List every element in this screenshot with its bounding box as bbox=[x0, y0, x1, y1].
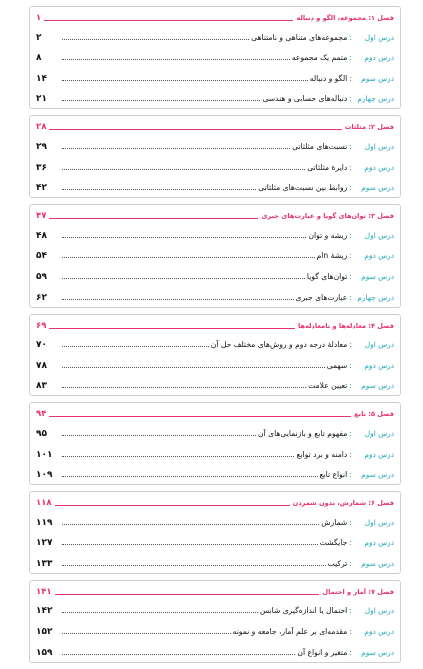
lesson-row bbox=[36, 509, 394, 530]
chapter-header bbox=[36, 116, 394, 133]
lesson-title: دامنه و برد توابع bbox=[296, 449, 348, 459]
lesson-label: درس سوم bbox=[361, 558, 394, 568]
lesson-page: ۱۲۷ bbox=[36, 538, 53, 549]
chapter-6 bbox=[29, 491, 401, 574]
lesson-label: درس سوم bbox=[361, 381, 394, 391]
lesson-label: درس اول bbox=[364, 32, 394, 42]
chapter-title: فصل ۶: شمارش، بدون شمردن bbox=[292, 499, 394, 508]
lesson-title: انواع تابع bbox=[319, 470, 348, 480]
lesson-title: شمارش bbox=[321, 517, 348, 527]
lesson-separator: : bbox=[349, 73, 352, 83]
dot-leader bbox=[62, 544, 318, 545]
lesson-page: ۸ bbox=[36, 53, 42, 64]
lesson-row bbox=[36, 550, 394, 571]
lesson-row bbox=[36, 86, 394, 107]
lesson-row bbox=[36, 530, 394, 551]
chapter-rule bbox=[49, 218, 258, 219]
lesson-title: عبارت‌های جبری bbox=[295, 292, 348, 302]
chapter-rule bbox=[49, 416, 351, 417]
table-of-contents bbox=[29, 6, 401, 669]
lesson-title: ریشهٔ nام bbox=[316, 251, 348, 261]
lesson-page: ۱۵۲ bbox=[36, 627, 53, 638]
lesson-row bbox=[36, 441, 394, 462]
lesson-title: ریشه و توان bbox=[308, 230, 348, 240]
lesson-separator: : bbox=[349, 360, 352, 370]
dot-leader bbox=[62, 346, 209, 347]
chapter-page: ۱ bbox=[36, 13, 42, 23]
lesson-page: ۴۲ bbox=[36, 183, 47, 194]
lesson-page: ۷۸ bbox=[36, 360, 47, 371]
dot-leader bbox=[62, 565, 326, 566]
lesson-title: مفهوم تابع و بازنمایی‌های آن bbox=[258, 428, 348, 438]
lesson-title: توان‌های گویا bbox=[306, 271, 348, 281]
lesson-separator: : bbox=[349, 470, 352, 480]
chapter-2 bbox=[29, 115, 401, 198]
lesson-page: ۱۱۹ bbox=[36, 517, 53, 528]
chapter-header bbox=[36, 205, 394, 222]
dot-leader bbox=[62, 39, 249, 40]
lesson-separator: : bbox=[349, 251, 352, 261]
lesson-page: ۵۴ bbox=[36, 251, 47, 262]
lesson-row bbox=[36, 284, 394, 305]
lesson-label: درس دوم bbox=[364, 53, 394, 63]
lesson-row bbox=[36, 420, 394, 441]
lesson-separator: : bbox=[349, 647, 352, 657]
lesson-row bbox=[36, 598, 394, 619]
lesson-row bbox=[36, 243, 394, 264]
lesson-separator: : bbox=[349, 271, 352, 281]
chapter-4 bbox=[29, 314, 401, 397]
lesson-row bbox=[36, 618, 394, 639]
chapter-header bbox=[36, 492, 394, 509]
lesson-title: متغیر و انواع آن bbox=[297, 647, 348, 657]
dot-leader bbox=[62, 148, 290, 149]
lesson-label: درس سوم bbox=[361, 183, 394, 193]
chapter-1 bbox=[29, 6, 401, 109]
lesson-title: تعیین علامت bbox=[308, 381, 348, 391]
lesson-row bbox=[36, 24, 394, 45]
dot-leader bbox=[62, 100, 260, 101]
lesson-separator: : bbox=[349, 449, 352, 459]
dot-leader bbox=[62, 367, 325, 368]
lesson-separator: : bbox=[349, 292, 352, 302]
lesson-title: الگو و دنباله bbox=[309, 73, 348, 83]
lesson-separator: : bbox=[349, 538, 352, 548]
lesson-label: درس دوم bbox=[364, 449, 394, 459]
lesson-separator: : bbox=[349, 94, 352, 104]
lesson-row bbox=[36, 175, 394, 196]
lesson-title: ترکیب bbox=[327, 558, 348, 568]
lesson-label: درس سوم bbox=[361, 647, 394, 657]
lesson-separator: : bbox=[349, 606, 352, 616]
lesson-page: ۱۴۲ bbox=[36, 606, 53, 617]
lesson-title: سهمی bbox=[326, 360, 348, 370]
chapter-page: ۲۸ bbox=[36, 122, 47, 133]
lesson-page: ۱۰۱ bbox=[36, 449, 53, 460]
lesson-separator: : bbox=[349, 53, 352, 63]
lesson-label: درس دوم bbox=[364, 251, 394, 261]
lesson-title: مقدمه‌ای بر علم آمار، جامعه و نمونه bbox=[232, 627, 348, 637]
dot-leader bbox=[62, 59, 290, 60]
dot-leader bbox=[62, 612, 258, 613]
dot-leader bbox=[62, 278, 305, 279]
chapter-rule bbox=[49, 328, 295, 329]
chapter-header bbox=[36, 581, 394, 598]
lesson-separator: : bbox=[349, 141, 352, 151]
chapter-header bbox=[36, 403, 394, 420]
lesson-label: درس دوم bbox=[364, 360, 394, 370]
lesson-title: مجموعه‌های متناهی و نامتناهی bbox=[251, 32, 348, 42]
lesson-page: ۶۲ bbox=[36, 292, 47, 303]
chapter-title: فصل ۳: توان‌های گویا و عبارت‌های جبری bbox=[261, 212, 394, 221]
dot-leader bbox=[62, 654, 295, 655]
lesson-title: روابط بین نسبت‌های مثلثاتی bbox=[258, 183, 348, 193]
lesson-title: نسبت‌های مثلثاتی bbox=[292, 141, 348, 151]
lesson-label: درس چهارم bbox=[357, 292, 394, 302]
lesson-page: ۲ bbox=[36, 32, 42, 43]
chapter-title: فصل ۲: مثلثات bbox=[344, 123, 394, 132]
lesson-page: ۵۹ bbox=[36, 271, 47, 282]
lesson-label: درس دوم bbox=[364, 627, 394, 637]
lesson-label: درس اول bbox=[364, 517, 394, 527]
dot-leader bbox=[62, 237, 306, 238]
lesson-page: ۱۴ bbox=[36, 73, 47, 84]
lesson-title: دایرهٔ مثلثاتی bbox=[307, 162, 348, 172]
chapter-page: ۱۱۸ bbox=[36, 498, 52, 509]
lesson-label: درس اول bbox=[364, 428, 394, 438]
lesson-page: ۳۶ bbox=[36, 162, 47, 173]
lesson-page: ۱۰۹ bbox=[36, 470, 53, 481]
lesson-row bbox=[36, 222, 394, 243]
lesson-label: درس سوم bbox=[361, 271, 394, 281]
chapter-page: ۴۷ bbox=[36, 211, 47, 222]
dot-leader bbox=[62, 435, 256, 436]
lesson-row bbox=[36, 154, 394, 175]
lesson-label: درس اول bbox=[364, 230, 394, 240]
lesson-label: درس اول bbox=[364, 340, 394, 350]
lesson-separator: : bbox=[349, 162, 352, 172]
dot-leader bbox=[62, 524, 319, 525]
lesson-title: معادلهٔ درجه دوم و روش‌های مختلف حل آن bbox=[210, 340, 348, 350]
lesson-page: ۱۳۳ bbox=[36, 558, 53, 569]
lesson-page: ۲۱ bbox=[36, 94, 47, 105]
lesson-separator: : bbox=[349, 558, 352, 568]
lesson-row bbox=[36, 373, 394, 394]
lesson-row bbox=[36, 263, 394, 284]
dot-leader bbox=[62, 633, 231, 634]
lesson-separator: : bbox=[349, 517, 352, 527]
chapter-header bbox=[36, 315, 394, 332]
lesson-row bbox=[36, 462, 394, 483]
lesson-row bbox=[36, 352, 394, 373]
lesson-title: احتمال یا اندازه‌گیری شانس bbox=[259, 606, 348, 616]
dot-leader bbox=[62, 189, 256, 190]
chapter-3 bbox=[29, 204, 401, 307]
chapter-rule bbox=[55, 594, 320, 595]
lesson-page: ۸۳ bbox=[36, 381, 47, 392]
lesson-label: درس دوم bbox=[364, 538, 394, 548]
dot-leader bbox=[62, 299, 294, 300]
lesson-label: درس اول bbox=[364, 606, 394, 616]
dot-leader bbox=[62, 169, 305, 170]
lesson-title: متمم یک مجموعه bbox=[291, 53, 348, 63]
chapter-5 bbox=[29, 402, 401, 485]
dot-leader bbox=[62, 257, 315, 258]
lesson-separator: : bbox=[349, 340, 352, 350]
chapter-title: فصل ۱: مجموعه، الگو و دنباله bbox=[296, 14, 394, 22]
chapter-title: فصل ۵: تابع bbox=[354, 410, 394, 419]
lesson-page: ۷۰ bbox=[36, 340, 47, 351]
lesson-row bbox=[36, 332, 394, 353]
chapter-7 bbox=[29, 580, 401, 663]
chapter-rule bbox=[44, 20, 293, 21]
chapter-title: فصل ۴: معادله‌ها و نامعادله‌ها bbox=[298, 321, 394, 330]
lesson-row bbox=[36, 45, 394, 66]
chapter-rule bbox=[49, 129, 341, 130]
chapter-page: ۹۴ bbox=[36, 409, 47, 420]
lesson-label: درس اول bbox=[364, 141, 394, 151]
lesson-label: درس چهارم bbox=[357, 94, 394, 104]
lesson-row bbox=[36, 639, 394, 660]
dot-leader bbox=[62, 476, 318, 477]
chapter-header bbox=[36, 7, 394, 24]
lesson-label: درس سوم bbox=[361, 73, 394, 83]
lesson-label: درس سوم bbox=[361, 470, 394, 480]
lesson-page: ۱۵۹ bbox=[36, 647, 53, 658]
lesson-page: ۹۵ bbox=[36, 428, 47, 439]
lesson-separator: : bbox=[349, 32, 352, 42]
lesson-separator: : bbox=[349, 230, 352, 240]
chapter-rule bbox=[55, 505, 290, 506]
chapter-title: فصل ۷: آمار و احتمال bbox=[322, 587, 394, 596]
dot-leader bbox=[62, 80, 308, 81]
lesson-label: درس دوم bbox=[364, 162, 394, 172]
lesson-page: ۴۸ bbox=[36, 230, 47, 241]
lesson-separator: : bbox=[349, 428, 352, 438]
chapter-page: ۶۹ bbox=[36, 320, 47, 331]
dot-leader bbox=[62, 387, 306, 388]
lesson-title: دنباله‌های حسابی و هندسی bbox=[262, 94, 348, 104]
lesson-separator: : bbox=[349, 627, 352, 637]
lesson-row bbox=[36, 133, 394, 154]
lesson-row bbox=[36, 65, 394, 86]
chapter-page: ۱۴۱ bbox=[36, 586, 52, 597]
lesson-separator: : bbox=[349, 381, 352, 391]
lesson-separator: : bbox=[349, 183, 352, 193]
lesson-title: جایگشت bbox=[319, 538, 348, 548]
lesson-page: ۲۹ bbox=[36, 141, 47, 152]
dot-leader bbox=[62, 456, 294, 457]
